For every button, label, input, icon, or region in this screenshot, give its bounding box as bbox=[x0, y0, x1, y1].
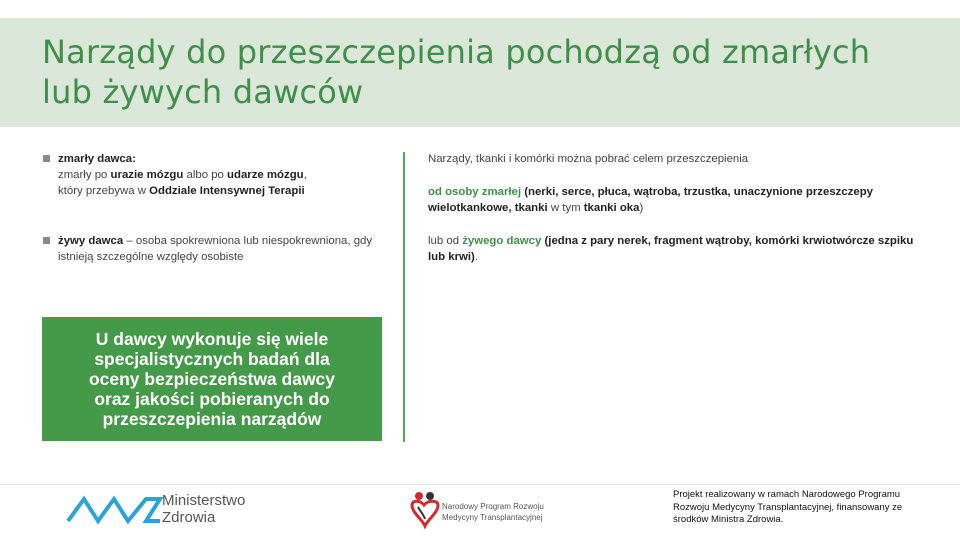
bullet-living-donor bbox=[43, 233, 388, 265]
deceased-organs: (nerki, serce, płuca, wątroba, trzustka, unaczynione przeszczepy wielotkankowe, tkanki bbox=[428, 186, 874, 214]
deceased-close: ) bbox=[639, 202, 644, 214]
right-living bbox=[428, 233, 928, 265]
callout-text: U dawcy wykonuje się wiele specjalistycznych badań dla oceny bezpieczeństwa dawcy oraz jakości pobieranych do przeszczepienia narządów bbox=[88, 329, 336, 429]
deceased-comma: , bbox=[303, 169, 307, 181]
ministry-name bbox=[162, 492, 245, 526]
ministry-line-2: Zdrowia bbox=[162, 509, 216, 526]
footer-divider bbox=[0, 484, 960, 485]
deceased-tail: w tym bbox=[547, 202, 584, 214]
deceased-source-label: od osoby zmarłej bbox=[428, 186, 522, 198]
deceased-text-3: który przebywa w bbox=[58, 185, 150, 197]
right-intro: Narządy, tkanki i komórki można pobrać celem przeszczepienia bbox=[428, 153, 749, 165]
deceased-icu: Oddziale Intensywnej Terapii bbox=[149, 185, 305, 197]
deceased-heading: zmarły dawca: bbox=[58, 153, 136, 165]
column-divider bbox=[403, 152, 405, 442]
living-organs: (jedna z pary nerek, fragment wątroby, komórki krwiotwórcze szpiku lub krwi) bbox=[428, 235, 914, 263]
right-deceased bbox=[428, 184, 928, 216]
callout-box bbox=[42, 317, 382, 441]
living-text: – osoba spokrewniona lub niespokrewniona, gdy istnieją szczególne względy osobiste bbox=[58, 235, 373, 263]
project-note: Projekt realizowany w ramach Narodowego Programu Rozwoju Medycyny Transplantacyjnej, finansowany ze środków Ministra Zdrowia. bbox=[673, 489, 903, 525]
ministry-line-1: Ministerstwo bbox=[162, 492, 246, 509]
page-title: Narządy do przeszczepienia pochodzą od zmarłych lub żywych dawców bbox=[42, 33, 871, 111]
transplant-program-name bbox=[442, 501, 544, 523]
program-line-1: Narodowy Program Rozwoju bbox=[442, 502, 544, 511]
deceased-text-2: albo po bbox=[183, 169, 228, 181]
living-source-label: żywego dawcy bbox=[462, 235, 542, 247]
deceased-stroke: udarze mózgu bbox=[227, 169, 304, 181]
program-line-2: Medycyny Transplantacyjnej bbox=[442, 513, 543, 522]
living-close: . bbox=[474, 251, 479, 263]
deceased-eye-tissue: tkanki oka bbox=[583, 202, 640, 214]
ministry-logo-icon bbox=[66, 491, 166, 527]
living-prefix: lub od bbox=[428, 235, 463, 247]
bullet-deceased-donor bbox=[43, 151, 388, 199]
transplant-program-logo-icon bbox=[408, 489, 442, 529]
bullet-square-icon bbox=[43, 155, 50, 162]
living-heading: żywy dawca bbox=[58, 235, 124, 247]
bullet-square-icon bbox=[43, 237, 50, 244]
deceased-brain-injury: urazie mózgu bbox=[110, 169, 184, 181]
deceased-text-1: zmarły po bbox=[58, 169, 111, 181]
